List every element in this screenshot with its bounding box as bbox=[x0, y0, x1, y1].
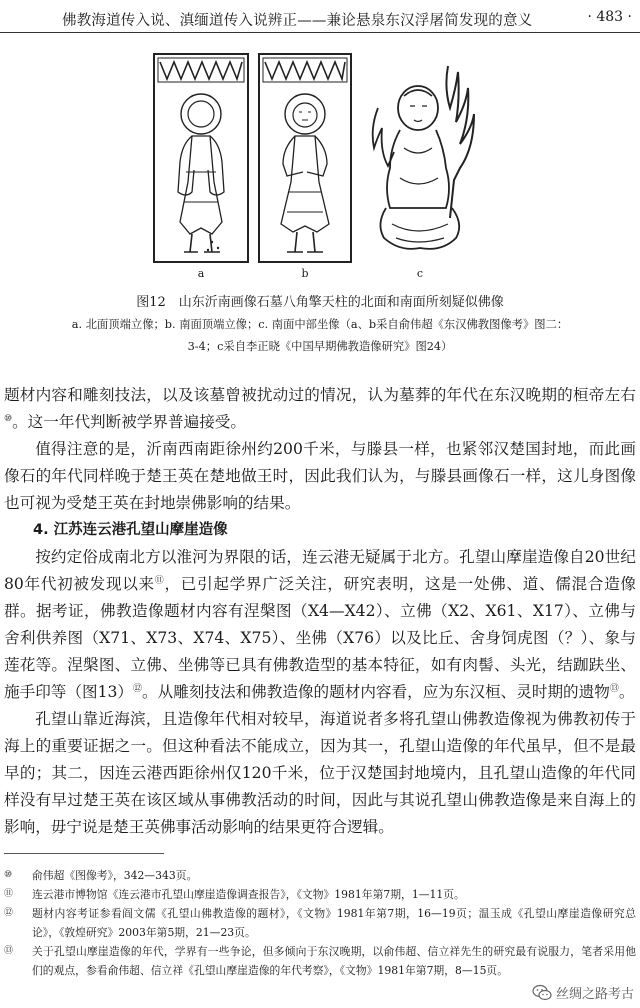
figure-label-b: b bbox=[301, 267, 309, 280]
section-heading: 4. 江苏连云港孔望山摩崖造像 bbox=[33, 522, 228, 538]
caption-note-line: 3-4；c采自李正晓《中国早期佛教造像研究》图24） bbox=[187, 340, 453, 353]
footnote-rule bbox=[4, 853, 164, 854]
footnote-ref[interactable]: ⑬ bbox=[609, 683, 619, 694]
footnote-ref[interactable]: ⑩ bbox=[4, 413, 13, 424]
paragraph-text: 。从雕刻技法和佛教造像的题材内容看，应为东汉桓、灵时期的遗物 bbox=[142, 683, 610, 701]
figure-panel-b bbox=[257, 52, 353, 264]
figure-caption-notes bbox=[0, 314, 640, 358]
footnote bbox=[4, 904, 636, 942]
footnote-number: ⑬ bbox=[4, 946, 14, 956]
page-number: · 483 · bbox=[587, 9, 632, 25]
paragraph bbox=[4, 544, 636, 706]
figure-label-c: c bbox=[416, 267, 424, 280]
footnote-ref[interactable]: ⑪ bbox=[154, 575, 165, 586]
paragraph-text: 。 bbox=[618, 683, 635, 701]
figure-12 bbox=[0, 44, 640, 284]
paragraph: 值得注意的是，沂南西南距徐州约200千米，与滕县一样，也紧邻汉楚国封地，而此画像石的年代同样晚于楚王英在楚地做王时，因此我们认为，与滕县画像石一样，这儿身图像也可视为受楚王英在封地崇佛影响的结果。 bbox=[4, 440, 636, 512]
footnote bbox=[4, 885, 636, 904]
paragraph: 孔望山靠近海滨，且造像年代相对较早，海道说者多将孔望山佛教造像视为佛教初传于海上的重要证据之一。但这种看法不能成立，因为其一，孔望山造像的年代虽早，但不是最早的；其二，因连云港西距徐州仅120千米，位于汉楚国封地境内，且孔望山造像的年代同样没有早过楚王英在该区域从事佛教活动的时间，因此与其说孔望山佛教造像是来自海上的影响，毋宁说是楚王英佛事活动影响的结果更符合逻辑。 bbox=[4, 710, 636, 836]
figure-panel-a bbox=[152, 52, 250, 264]
paragraph-text: ，已引起学界广泛关注，研究表明，这是一处佛、道、儒混合造像群。据考证，佛教造像题材内容有涅槃图（X4—X42）、立佛（X2、X61、X17）、立佛与舍利供养图（X71、X73、X74、X75）、坐佛（X76）以及比丘、舍身饲虎图（？）、象与莲花等。涅槃图、立佛、坐佛等已具有佛教造型的基本特征，如有肉髻、头光，结跏趺坐、施手印等（图13） bbox=[4, 575, 636, 701]
footnote-ref[interactable]: ⑫ bbox=[133, 683, 143, 694]
footnote bbox=[4, 942, 636, 980]
footnote-number: ⑪ bbox=[4, 889, 14, 899]
footnote-number: ⑩ bbox=[4, 870, 13, 880]
footnote-number: ⑫ bbox=[4, 908, 14, 918]
header-rule bbox=[0, 32, 640, 33]
caption-note-line: a. 北面顶端立像；b. 南面顶端立像；c. 南面中部坐像（a、b采自俞伟超《东汉佛教图像考》图二： bbox=[71, 318, 569, 331]
paragraph-text: 。这一年代判断被学界普遍接受。 bbox=[12, 413, 246, 431]
figure-panel-c bbox=[360, 48, 484, 266]
figure-label-a: a bbox=[197, 267, 205, 280]
paragraph-text: 按约定俗成南北方以淮河为界限的话，连云港无疑属于北方。孔望山摩崖造像自20世纪80年代初被发现以来 bbox=[4, 548, 636, 593]
footnote-text: 俞伟超《图像考》，342—343页。 bbox=[32, 869, 198, 882]
wechat-icon bbox=[532, 984, 552, 1002]
footnotes bbox=[4, 866, 636, 980]
footnote-text: 连云港市博物馆《连云港市孔望山摩崖造像调查报告》，《文物》1981年第7期，1—11页。 bbox=[32, 888, 465, 901]
footnote-text: 题材内容考证参看阎文儒《孔望山佛教造像的题材》，《文物》1981年第7期，16—19页；温玉成《孔望山摩崖造像研究总论》，《敦煌研究》2003年第5期，21—23页。 bbox=[32, 907, 636, 939]
paragraph-text: 题材内容和雕刻技法，以及该墓曾被扰动过的情况，认为墓葬的年代在东汉晚期的桓帝左右 bbox=[4, 386, 636, 404]
footnote-text: 关于孔望山摩崖造像的年代，学界有一些争论，但多倾向于东汉晚期，以俞伟超、信立祥先生的研究最有说服力，笔者采用他们的观点，参看俞伟超、信立祥《孔望山摩崖造像的年代考察》，《文物》1981年第7期，8—15页。 bbox=[32, 945, 636, 977]
watermark bbox=[532, 983, 634, 1002]
body-text bbox=[4, 382, 636, 841]
watermark-text: 丝绸之路考古 bbox=[555, 987, 634, 1002]
footnote bbox=[4, 866, 636, 885]
running-title: 佛教海道传入说、滇缅道传入说辨正——兼论悬泉东汉浮屠简发现的意义 bbox=[62, 13, 533, 29]
figure-caption-title: 图12 山东沂南画像石墓八角擎天柱的北面和南面所刻疑似佛像 bbox=[136, 295, 504, 310]
running-header bbox=[0, 0, 640, 34]
paragraph bbox=[4, 382, 636, 436]
